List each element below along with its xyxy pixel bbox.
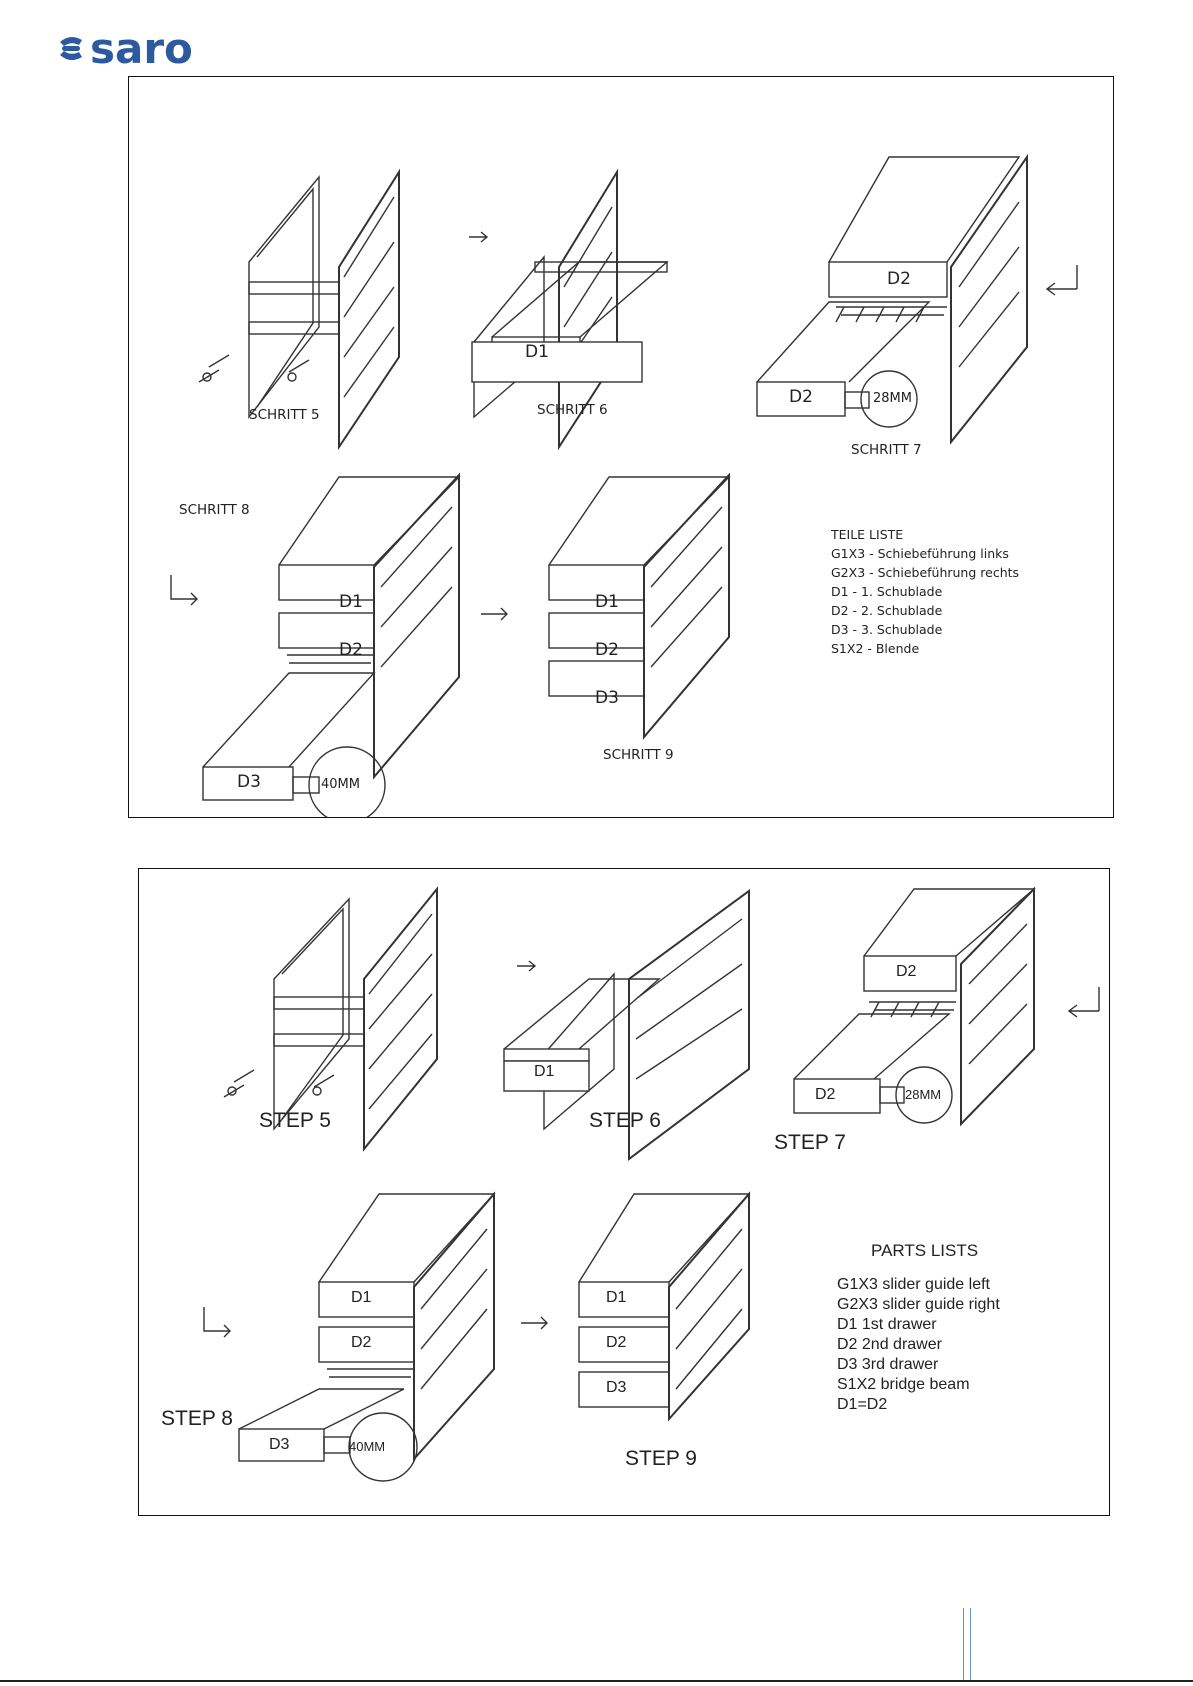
- drawer-label-d1: D1: [351, 1289, 372, 1306]
- drawer-label-d3: D3: [269, 1436, 290, 1453]
- parts-list-item: D1 1st drawer: [837, 1316, 937, 1333]
- drawer-label-d3: D3: [606, 1379, 627, 1396]
- step9-label: STEP 9: [625, 1447, 697, 1470]
- parts-list-item: G1X3 slider guide left: [837, 1276, 990, 1293]
- step8-drawer-illustration: [171, 475, 459, 817]
- drawer-label-d1: D1: [595, 592, 619, 612]
- step7-label: SCHRITT 7: [851, 442, 922, 458]
- parts-list-item: S1X2 bridge beam: [837, 1376, 970, 1393]
- step6-label: SCHRITT 6: [537, 402, 608, 418]
- step7-drawer-illustration: [794, 889, 1099, 1124]
- step9-drawer-illustration: [521, 1194, 749, 1419]
- drawer-label-d2: D2: [815, 1086, 836, 1103]
- step8-label: SCHRITT 8: [179, 502, 250, 518]
- drawer-label-d1: D1: [339, 592, 363, 612]
- parts-list-title: TEILE LISTE: [831, 527, 904, 542]
- parts-list-item: G1X3 - Schiebeführung links: [831, 546, 1009, 561]
- step6-label: STEP 6: [589, 1109, 661, 1132]
- parts-list-item: D1=D2: [837, 1396, 888, 1413]
- page-marker: [963, 1608, 971, 1680]
- drawer-label-d2: D2: [339, 640, 363, 660]
- english-assembly-diagram: [139, 869, 1109, 1515]
- drawer-label-d2: D2: [351, 1334, 372, 1351]
- parts-list-english: [837, 1241, 1000, 1415]
- drawer-label-d2: D2: [595, 640, 619, 660]
- parts-list-item: D3 - 3. Schublade: [831, 622, 943, 637]
- drawer-label-d2: D2: [606, 1334, 627, 1351]
- drawer-label-d2: D2: [896, 963, 917, 980]
- measurement-28mm: 28MM: [873, 391, 912, 406]
- german-assembly-diagram: [129, 77, 1113, 817]
- drawer-label-d1: D1: [525, 342, 549, 362]
- svg-text:saro: saro: [90, 24, 193, 72]
- measurement-40mm: 40MM: [349, 1439, 386, 1454]
- parts-list-item: D1 - 1. Schublade: [831, 584, 943, 599]
- step9-label: SCHRITT 9: [603, 747, 674, 763]
- step8-drawer-illustration: [204, 1194, 494, 1481]
- parts-list-item: D3 3rd drawer: [837, 1356, 939, 1373]
- english-instructions-panel: [138, 868, 1110, 1516]
- step5-label: STEP 5: [259, 1109, 331, 1132]
- drawer-label-d2: D2: [887, 269, 911, 289]
- parts-list-item: D2 2nd drawer: [837, 1336, 942, 1353]
- step8-label: STEP 8: [161, 1407, 233, 1430]
- parts-list-title: PARTS LISTS: [871, 1241, 979, 1260]
- step7-label: STEP 7: [774, 1131, 846, 1154]
- drawer-label-d3: D3: [237, 772, 261, 792]
- saro-logo: [58, 22, 228, 72]
- measurement-28mm: 28MM: [905, 1087, 942, 1102]
- drawer-label-d1: D1: [606, 1289, 627, 1306]
- parts-list-item: G2X3 slider guide right: [837, 1296, 1000, 1313]
- german-instructions-panel: [128, 76, 1114, 818]
- drawer-label-d3: D3: [595, 688, 619, 708]
- footer-rule: [0, 1680, 1193, 1682]
- parts-list-item: S1X2 - Blende: [831, 641, 920, 656]
- step5-frame-illustration: [199, 172, 399, 447]
- drawer-label-d1: D1: [534, 1063, 555, 1080]
- parts-list-item: G2X3 - Schiebeführung rechts: [831, 565, 1020, 580]
- step5-label: SCHRITT 5: [249, 407, 320, 423]
- parts-list-german: [831, 525, 1019, 658]
- measurement-40mm: 40MM: [321, 777, 360, 792]
- parts-list-item: D2 - 2. Schublade: [831, 603, 943, 618]
- drawer-label-d2: D2: [789, 387, 813, 407]
